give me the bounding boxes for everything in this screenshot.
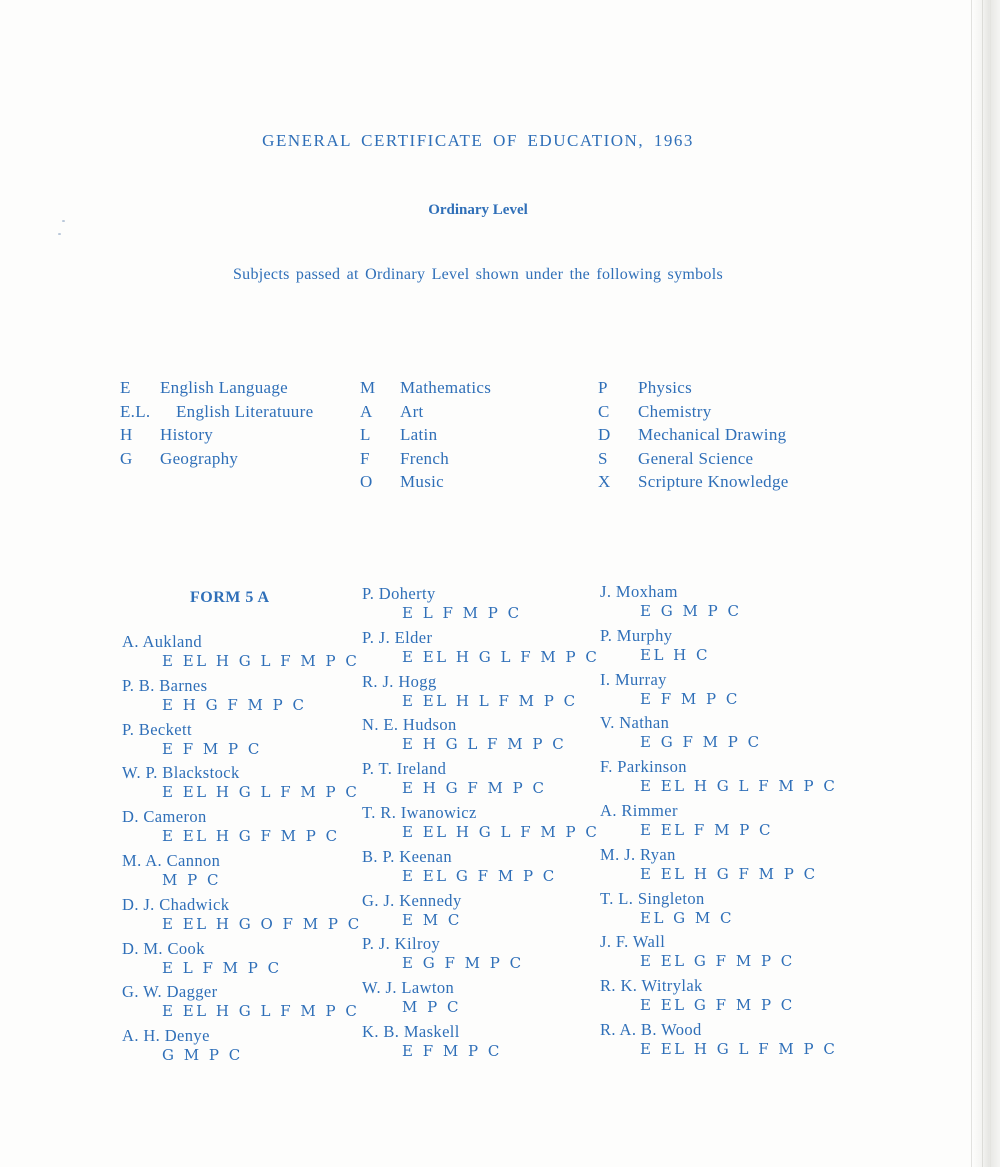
student-subjects: M P C bbox=[162, 870, 221, 889]
legend-subject: Chemistry bbox=[638, 401, 712, 421]
legend-entry bbox=[598, 400, 789, 424]
student-name: P. Beckett bbox=[122, 719, 192, 739]
student-name: P. B. Barnes bbox=[122, 675, 208, 695]
student-name: D. Cameron bbox=[122, 807, 207, 827]
student-subjects: E EL H G L F M P C bbox=[640, 1039, 838, 1058]
student-subjects: E G M P C bbox=[640, 602, 742, 620]
student-name: A. Rimmer bbox=[600, 800, 678, 820]
student-name: K. B. Maskell bbox=[362, 1021, 460, 1041]
legend-entry bbox=[598, 470, 789, 494]
student-subjects: E H G F M P C bbox=[402, 779, 547, 798]
student-subjects: E F M P C bbox=[162, 739, 262, 758]
legend-subject: History bbox=[160, 425, 214, 444]
student-entry bbox=[600, 1020, 837, 1064]
legend-code: E.L. bbox=[120, 401, 151, 421]
student-name: W. J. Lawton bbox=[362, 978, 455, 998]
legend-code: G bbox=[120, 448, 133, 468]
student-entry bbox=[600, 757, 837, 801]
student-entry bbox=[362, 672, 599, 716]
student-entry bbox=[362, 847, 599, 891]
student-name: W. P. Blackstock bbox=[122, 763, 240, 783]
legend-subject: Art bbox=[400, 401, 424, 421]
student-subjects: G M P C bbox=[162, 1046, 243, 1065]
legend-code: O bbox=[360, 472, 373, 491]
legend-code: E bbox=[120, 378, 131, 397]
document-intro: Subjects passed at Ordinary Level shown under the following symbols bbox=[232, 266, 724, 283]
student-name: D. M. Cook bbox=[122, 938, 205, 958]
student-name: R. J. Hogg bbox=[362, 671, 437, 691]
student-entry bbox=[362, 584, 599, 628]
student-name: M. J. Ryan bbox=[600, 844, 676, 864]
student-name: J. Moxham bbox=[600, 582, 678, 601]
legend-entry bbox=[360, 376, 491, 400]
student-name: N. E. Hudson bbox=[362, 715, 457, 735]
student-name: D. J. Chadwick bbox=[122, 894, 230, 914]
student-entry bbox=[122, 982, 362, 1026]
student-subjects: E EL G F M P C bbox=[640, 952, 795, 971]
student-name: P. J. Kilroy bbox=[362, 934, 441, 954]
legend-entry bbox=[360, 447, 491, 471]
student-entry bbox=[122, 1026, 362, 1070]
legend-column-3 bbox=[598, 376, 789, 494]
student-entry bbox=[600, 976, 837, 1020]
legend-code: S bbox=[598, 448, 608, 468]
legend-code: P bbox=[598, 378, 608, 397]
legend-code: L bbox=[360, 425, 371, 444]
student-column-3 bbox=[600, 582, 837, 1064]
document-title: GENERAL CERTIFICATE OF EDUCATION, 1963 bbox=[262, 131, 694, 150]
legend-code: D bbox=[598, 425, 611, 444]
student-name: V. Nathan bbox=[600, 713, 670, 733]
legend-entry bbox=[360, 400, 491, 424]
paper-speck bbox=[62, 220, 65, 222]
student-name: J. F. Wall bbox=[600, 932, 666, 952]
legend-subject: Mechanical Drawing bbox=[638, 425, 787, 444]
legend-entry bbox=[598, 423, 789, 447]
legend-code: M bbox=[360, 378, 376, 397]
student-subjects: E EL F M P C bbox=[640, 820, 774, 839]
student-subjects: E L F M P C bbox=[162, 958, 282, 977]
legend-subject: Geography bbox=[160, 448, 239, 468]
student-entry bbox=[362, 803, 599, 847]
legend-subject: English Literatuure bbox=[176, 401, 314, 421]
student-name: P. Murphy bbox=[600, 625, 673, 645]
student-subjects: E EL H G L F M P C bbox=[640, 777, 838, 796]
legend-entry bbox=[360, 423, 491, 447]
student-subjects: E EL G F M P C bbox=[640, 996, 795, 1015]
student-entry bbox=[122, 763, 362, 807]
student-subjects: EL H C bbox=[640, 645, 711, 664]
student-subjects: E F M P C bbox=[402, 1041, 502, 1060]
student-subjects: E EL H G L F M P C bbox=[402, 822, 600, 841]
student-name: B. P. Keenan bbox=[362, 846, 453, 866]
student-name: G. W. Dagger bbox=[122, 982, 218, 1002]
legend-subject: French bbox=[400, 448, 450, 468]
student-subjects: E H G L F M P C bbox=[402, 735, 567, 754]
student-entry bbox=[362, 759, 599, 803]
student-name: M. A. Cannon bbox=[122, 850, 221, 870]
legend-subject: General Science bbox=[638, 448, 754, 468]
student-subjects: E EL H G O F M P C bbox=[162, 914, 362, 933]
student-entry bbox=[600, 582, 837, 626]
student-name: A. Aukland bbox=[122, 632, 203, 651]
student-entry bbox=[600, 845, 837, 889]
student-subjects: E EL H G L F M P C bbox=[162, 1002, 360, 1021]
legend-subject: Mathematics bbox=[400, 378, 492, 397]
legend-entry bbox=[120, 400, 313, 424]
student-name: P. Doherty bbox=[362, 584, 436, 603]
student-entry bbox=[362, 1022, 599, 1066]
student-subjects: E H G F M P C bbox=[162, 695, 307, 714]
form-heading: FORM 5 A bbox=[190, 589, 270, 606]
legend-entry bbox=[598, 447, 789, 471]
legend-subject: Scripture Knowledge bbox=[638, 472, 789, 491]
legend-subject: Physics bbox=[638, 378, 693, 397]
legend-subject: Latin bbox=[400, 425, 438, 444]
student-subjects: EL G M C bbox=[640, 908, 735, 927]
student-subjects: M P C bbox=[402, 998, 461, 1017]
student-entry bbox=[600, 801, 837, 845]
student-entry bbox=[362, 934, 599, 978]
student-entry bbox=[600, 932, 837, 976]
student-entry bbox=[362, 715, 599, 759]
student-entry bbox=[122, 939, 362, 983]
student-entry bbox=[600, 889, 837, 933]
legend-entry bbox=[120, 376, 313, 400]
student-subjects: E EL H G L F M P C bbox=[162, 783, 360, 802]
student-column-2 bbox=[362, 584, 599, 1066]
student-subjects: E L F M P C bbox=[402, 604, 522, 622]
student-entry bbox=[122, 807, 362, 851]
student-name: F. Parkinson bbox=[600, 757, 687, 777]
student-name: I. Murray bbox=[600, 669, 667, 689]
student-subjects: E EL H G F M P C bbox=[162, 827, 340, 846]
legend-entry bbox=[360, 470, 491, 494]
student-entry bbox=[362, 978, 599, 1022]
student-entry bbox=[600, 713, 837, 757]
student-subjects: E M C bbox=[402, 910, 462, 929]
student-entry bbox=[362, 891, 599, 935]
student-name: R. K. Witrylak bbox=[600, 976, 703, 996]
student-subjects: E EL H G L F M P C bbox=[162, 652, 360, 670]
legend-code: H bbox=[120, 425, 133, 444]
student-name: T. L. Singleton bbox=[600, 888, 705, 908]
student-name: P. T. Ireland bbox=[362, 759, 447, 779]
legend-code: A bbox=[360, 401, 373, 421]
student-entry bbox=[600, 626, 837, 670]
page-edge bbox=[971, 0, 1000, 1167]
legend-subject: Music bbox=[400, 472, 444, 491]
paper-speck bbox=[58, 233, 61, 235]
document-subtitle: Ordinary Level bbox=[428, 202, 528, 218]
student-name: A. H. Denye bbox=[122, 1026, 210, 1046]
student-name: P. J. Elder bbox=[362, 627, 433, 647]
student-subjects: E F M P C bbox=[640, 689, 740, 708]
student-subjects: E EL H L F M P C bbox=[402, 691, 578, 710]
student-subjects: E EL H G F M P C bbox=[640, 864, 818, 883]
student-subjects: E EL G F M P C bbox=[402, 866, 557, 885]
student-entry bbox=[122, 632, 362, 676]
student-subjects: E EL H G L F M P C bbox=[402, 647, 600, 666]
student-entry bbox=[122, 676, 362, 720]
legend-entry bbox=[120, 423, 313, 447]
student-entry bbox=[122, 895, 362, 939]
legend-code: X bbox=[598, 472, 611, 491]
legend-subject: English Language bbox=[160, 378, 289, 397]
student-name: T. R. Iwanowicz bbox=[362, 802, 477, 822]
student-name: G. J. Kennedy bbox=[362, 890, 462, 910]
student-column-1 bbox=[122, 632, 362, 1070]
student-subjects: E G F M P C bbox=[640, 733, 762, 752]
legend-entry bbox=[120, 447, 313, 471]
legend-code: F bbox=[360, 448, 370, 468]
student-entry bbox=[122, 851, 362, 895]
student-subjects: E G F M P C bbox=[402, 954, 524, 973]
legend-column-2 bbox=[360, 376, 491, 494]
legend-column-1 bbox=[120, 376, 313, 470]
legend-code: C bbox=[598, 401, 610, 421]
student-entry bbox=[600, 670, 837, 714]
student-entry bbox=[362, 628, 599, 672]
student-entry bbox=[122, 720, 362, 764]
student-name: R. A. B. Wood bbox=[600, 1019, 702, 1039]
legend-entry bbox=[598, 376, 789, 400]
